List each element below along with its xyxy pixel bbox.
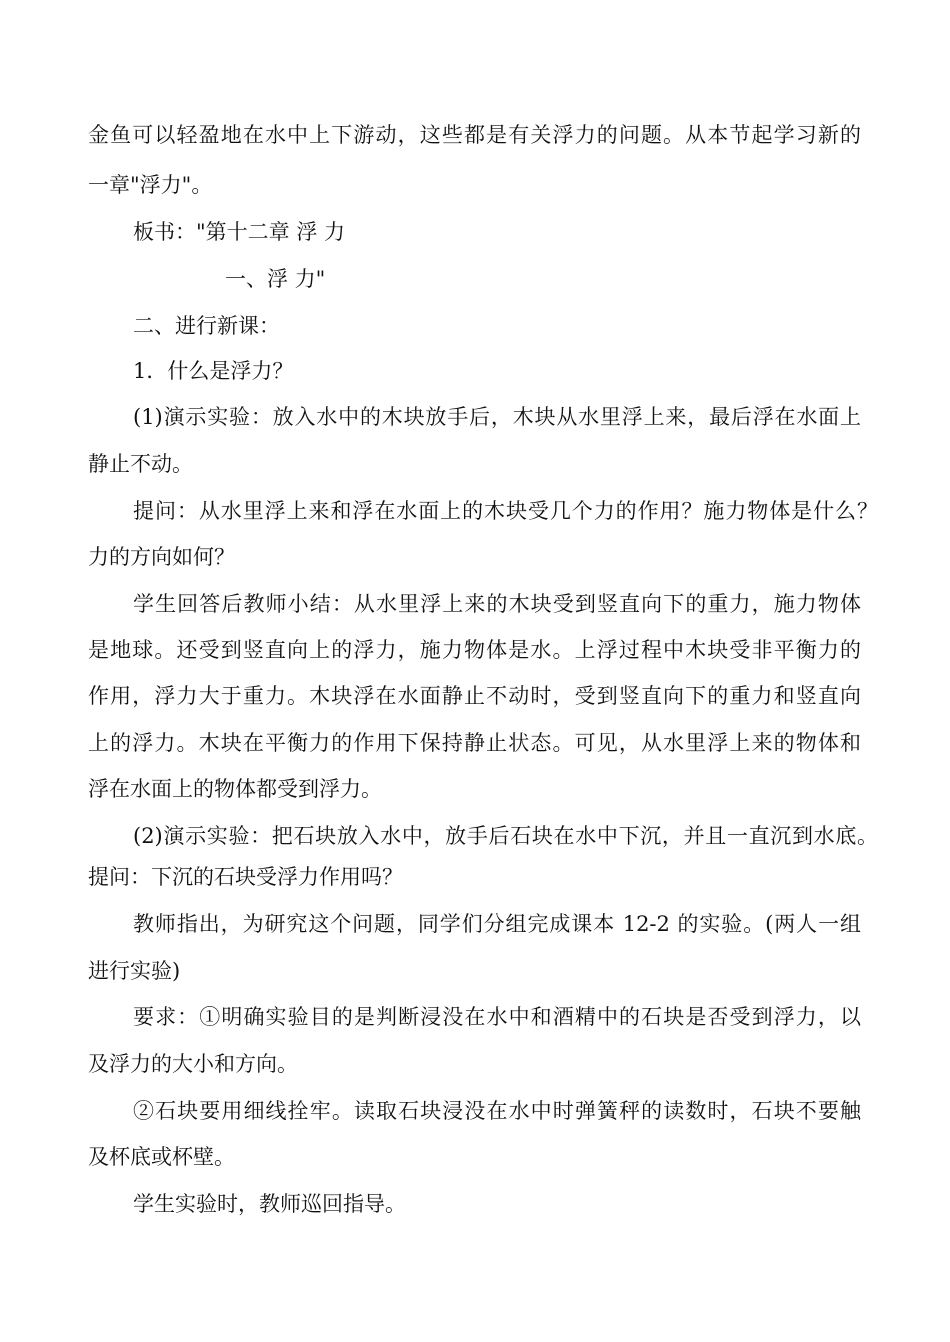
text-line: (1)演示实验：放入水中的木块放手后，木块从水里浮上来，最后浮在水面上 — [133, 405, 861, 429]
text-line: 作用，浮力大于重力。木块浮在水面静止不动时，受到竖直向下的重力和竖直向 — [88, 684, 861, 708]
text-line: 学生回答后教师小结：从水里浮上来的木块受到竖直向下的重力，施力物体 — [133, 592, 861, 616]
section-heading: 二、进行新课： — [133, 314, 280, 338]
text-line: 上的浮力。木块在平衡力的作用下保持静止状态。可见，从水里浮上来的物体和 — [88, 731, 861, 755]
text-line: 及浮力的大小和方向。 — [88, 1052, 298, 1076]
text-line: 静止不动。 — [88, 452, 193, 476]
board-subheading: 一、浮 力" — [225, 267, 326, 291]
subsection-heading: 1．什么是浮力？ — [133, 359, 294, 383]
text-line: ②石块要用细线拴牢。读取石块浸没在水中时弹簧秤的读数时，石块不要触 — [133, 1099, 861, 1123]
text-line: (2)演示实验：把石块放入水中，放手后石块在水中下沉，并且一直沉到水底。 — [133, 824, 878, 848]
text-line: 提问：从水里浮上来和浮在水面上的木块受几个力的作用？施力物体是什么？ — [133, 499, 878, 523]
text-line: 教师指出，为研究这个问题，同学们分组完成课本 12-2 的实验。(两人一组 — [133, 912, 861, 936]
board-heading: 板书："第十二章 浮 力 — [133, 220, 346, 244]
text-line: 是地球。还受到竖直向上的浮力，施力物体是水。上浮过程中木块受非平衡力的 — [88, 638, 861, 662]
text-line: 进行实验) — [88, 959, 181, 983]
text-line: 及杯底或杯壁。 — [88, 1145, 235, 1169]
text-line: 金鱼可以轻盈地在水中上下游动，这些都是有关浮力的问题。从本节起学习新的 — [88, 123, 861, 147]
text-line: 力的方向如何？ — [88, 545, 235, 569]
text-line: 学生实验时，教师巡回指导。 — [133, 1192, 406, 1216]
text-line: 浮在水面上的物体都受到浮力。 — [88, 777, 382, 801]
text-line: 要求：①明确实验目的是判断浸没在水中和酒精中的石块是否受到浮力，以 — [133, 1005, 861, 1029]
text-line: 一章"浮力"。 — [88, 173, 213, 197]
text-line: 提问：下沉的石块受浮力作用吗？ — [88, 865, 403, 889]
